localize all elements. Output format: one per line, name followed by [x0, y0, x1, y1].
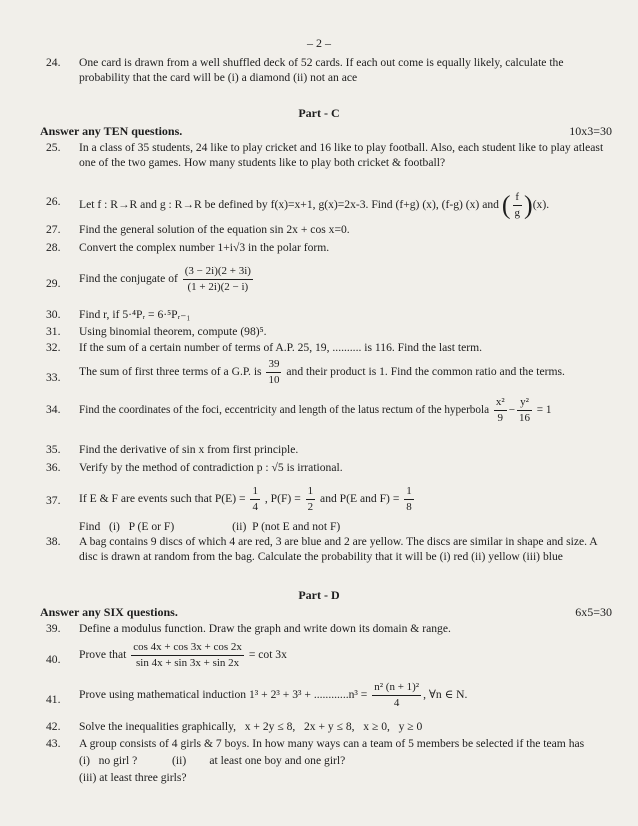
fraction-numerator: cos 4x + cos 3x + cos 2x — [131, 640, 244, 656]
question-text: Find the derivative of sin x from first principle. — [79, 443, 299, 456]
question-28 — [46, 240, 606, 255]
question-number: 37. — [46, 494, 61, 507]
fraction-numerator: 39 — [266, 357, 281, 373]
fraction-one-quarter — [250, 484, 260, 515]
fraction-induction — [372, 680, 421, 711]
question-24 — [46, 55, 606, 85]
question-40-tail: = cot 3x — [248, 648, 287, 662]
question-33-text: The sum of first three terms of a G.P. is — [79, 365, 262, 379]
question-text: If the sum of a certain number of terms of A.P. 25, 19, .......... is 116. Find the last term. — [79, 341, 483, 354]
question-43-subpart-iii: (iii) at least three girls? — [79, 771, 187, 784]
fraction-conjugate — [183, 264, 253, 295]
question-37-text: If E & F are events such that P(E) = — [79, 492, 246, 506]
question-text: A bag contains 9 discs of which 4 are red, 3 are blue and 2 are yellow. The discs are similar in shape and size. A disc is drawn at random from the bag. Calculate the probability that it will be (i) red (ii) yellow (iii) blue — [79, 535, 598, 563]
fraction-numerator: 1 — [306, 484, 316, 500]
question-26-tail: (x). — [532, 198, 550, 212]
question-43 — [46, 736, 606, 785]
question-34-tail: = 1 — [536, 404, 552, 417]
fraction-numerator: n² (n + 1)² — [372, 680, 421, 696]
question-text: Convert the complex number 1+i√3 in the polar form. — [79, 241, 330, 254]
question-text — [79, 190, 606, 221]
question-text — [79, 395, 606, 426]
question-43-subparts: (i) no girl ? (ii) at least one boy and one girl? — [79, 754, 346, 767]
part-c-marks: 10x3=30 — [569, 124, 612, 138]
fraction-numerator: 1 — [404, 484, 414, 500]
question-37-subparts: Find (i) P (E or F) (ii) P (not E and not F) — [79, 520, 341, 533]
question-35 — [46, 442, 606, 457]
question-number: 25. — [46, 141, 61, 154]
question-text — [79, 357, 606, 388]
question-27 — [46, 222, 606, 237]
fraction-one-eighth — [404, 484, 414, 515]
question-number: 28. — [46, 241, 61, 254]
paren-open: ( — [501, 190, 511, 220]
question-text: Find the general solution of the equation sin 2x + cos x=0. — [79, 223, 350, 236]
question-text: Find r, if 5·⁴Pᵣ = 6·⁵Pᵣ₋₁ — [79, 308, 191, 321]
question-41-tail: , ∀n ∈ N. — [423, 688, 468, 702]
fraction-39-over-10 — [266, 357, 281, 388]
question-text: One card is drawn from a well shuffled deck of 52 cards. If each out come is equally likely, calculate the probability that the card will be (i) a diamond (ii) not an ace — [79, 56, 564, 84]
fraction-denominator: g — [514, 207, 521, 219]
question-number: 36. — [46, 461, 61, 474]
part-d-title: Part - D — [298, 588, 340, 602]
question-text — [79, 484, 606, 515]
fraction-f-over-g — [513, 190, 523, 221]
question-text — [79, 640, 606, 671]
part-d-instruction-line — [40, 605, 612, 620]
fraction-y2-over-16 — [517, 395, 532, 426]
question-number: 41. — [46, 693, 61, 706]
question-number: 29. — [46, 277, 61, 290]
question-text: Verify by the method of contradiction p : √5 is irrational. — [79, 461, 343, 474]
question-number: 32. — [46, 341, 61, 354]
fraction-numerator: x² — [494, 395, 507, 411]
question-42 — [46, 719, 606, 734]
question-number: 43. — [46, 737, 61, 750]
question-37-mid1: , P(F) = — [264, 492, 301, 506]
question-32 — [46, 340, 606, 355]
minus-sign: − — [508, 404, 515, 417]
fraction-denominator: 8 — [406, 501, 412, 513]
fraction-numerator: f — [513, 190, 523, 206]
question-number: 40. — [46, 653, 61, 666]
question-text — [79, 680, 606, 711]
question-39 — [46, 621, 606, 636]
page-number: – 2 – — [307, 36, 331, 50]
fraction-trig — [131, 640, 244, 671]
question-number: 30. — [46, 308, 61, 321]
question-34 — [46, 395, 606, 426]
fraction-denominator: 9 — [497, 412, 504, 424]
part-c-title: Part - C — [298, 106, 340, 120]
question-number: 26. — [46, 195, 61, 208]
question-text: Using binomial theorem, compute (98)⁵. — [79, 325, 267, 338]
fraction-denominator: 2 — [307, 501, 314, 513]
question-26-text: Let f : R→R and g : R→R be defined by f(x)=x+1, g(x)=2x-3. Find (f+g) (x), (f-g) (x) and — [79, 198, 499, 212]
question-40 — [46, 640, 606, 671]
question-26 — [46, 190, 606, 221]
question-36 — [46, 460, 606, 475]
question-33 — [46, 357, 606, 388]
question-29-text: Find the conjugate of — [79, 272, 178, 286]
question-40-text: Prove that — [79, 648, 127, 662]
fraction-denominator: (1 + 2i)(2 − i) — [187, 281, 249, 293]
question-number: 39. — [46, 622, 61, 635]
question-30 — [46, 307, 606, 322]
question-number: 27. — [46, 223, 61, 236]
fraction-denominator: 10 — [268, 374, 280, 386]
question-text: Solve the inequalities graphically, x + 2y ≤ 8, 2x + y ≤ 8, x ≥ 0, y ≥ 0 — [79, 720, 423, 733]
question-text: Define a modulus function. Draw the graph and write down its domain & range. — [79, 622, 451, 635]
fraction-denominator: 4 — [252, 501, 258, 513]
question-number: 38. — [46, 535, 61, 548]
question-text: A group consists of 4 girls & 7 boys. In how many ways can a team of 5 members be selected if the team has — [79, 737, 585, 750]
question-text — [79, 264, 606, 295]
part-c-instruction: Answer any TEN questions. — [40, 124, 183, 138]
question-number: 33. — [46, 371, 61, 384]
question-37-mid2: and P(E and F) = — [320, 492, 400, 506]
question-33-tail: and their product is 1. Find the common ratio and the terms. — [286, 365, 565, 379]
part-d-instruction: Answer any SIX questions. — [40, 605, 178, 619]
question-41 — [46, 680, 606, 711]
fraction-numerator: 1 — [250, 484, 260, 500]
question-31 — [46, 324, 606, 339]
question-number: 24. — [46, 56, 61, 69]
question-25 — [46, 140, 606, 170]
question-text: In a class of 35 students, 24 like to play cricket and 16 like to play football. Also, each student like to play atleast one of the two games. How many students like to play both cricket & football? — [79, 141, 604, 169]
question-37 — [46, 484, 606, 534]
fraction-denominator: 16 — [519, 412, 530, 424]
paren-close: ) — [524, 190, 533, 220]
question-number: 31. — [46, 325, 61, 338]
fraction-one-half — [306, 484, 316, 515]
question-number: 35. — [46, 443, 61, 456]
fraction-x2-over-9 — [494, 395, 507, 426]
question-34-text: Find the coordinates of the foci, eccentricity and length of the latus rectum of the hyperbola — [79, 404, 490, 417]
question-number: 42. — [46, 720, 61, 733]
fraction-numerator: y² — [517, 395, 532, 411]
part-d-marks: 6x5=30 — [575, 605, 612, 619]
question-38 — [46, 534, 606, 564]
fraction-denominator: sin 4x + sin 3x + sin 2x — [135, 657, 240, 669]
question-41-text: Prove using mathematical induction 1³ + 2³ + 3³ + ............n³ = — [79, 688, 368, 702]
part-c-instruction-line — [40, 124, 612, 139]
question-number: 34. — [46, 403, 61, 416]
fraction-denominator: 4 — [393, 697, 400, 709]
fraction-numerator: (3 − 2i)(2 + 3i) — [183, 264, 253, 280]
question-29 — [46, 264, 606, 295]
